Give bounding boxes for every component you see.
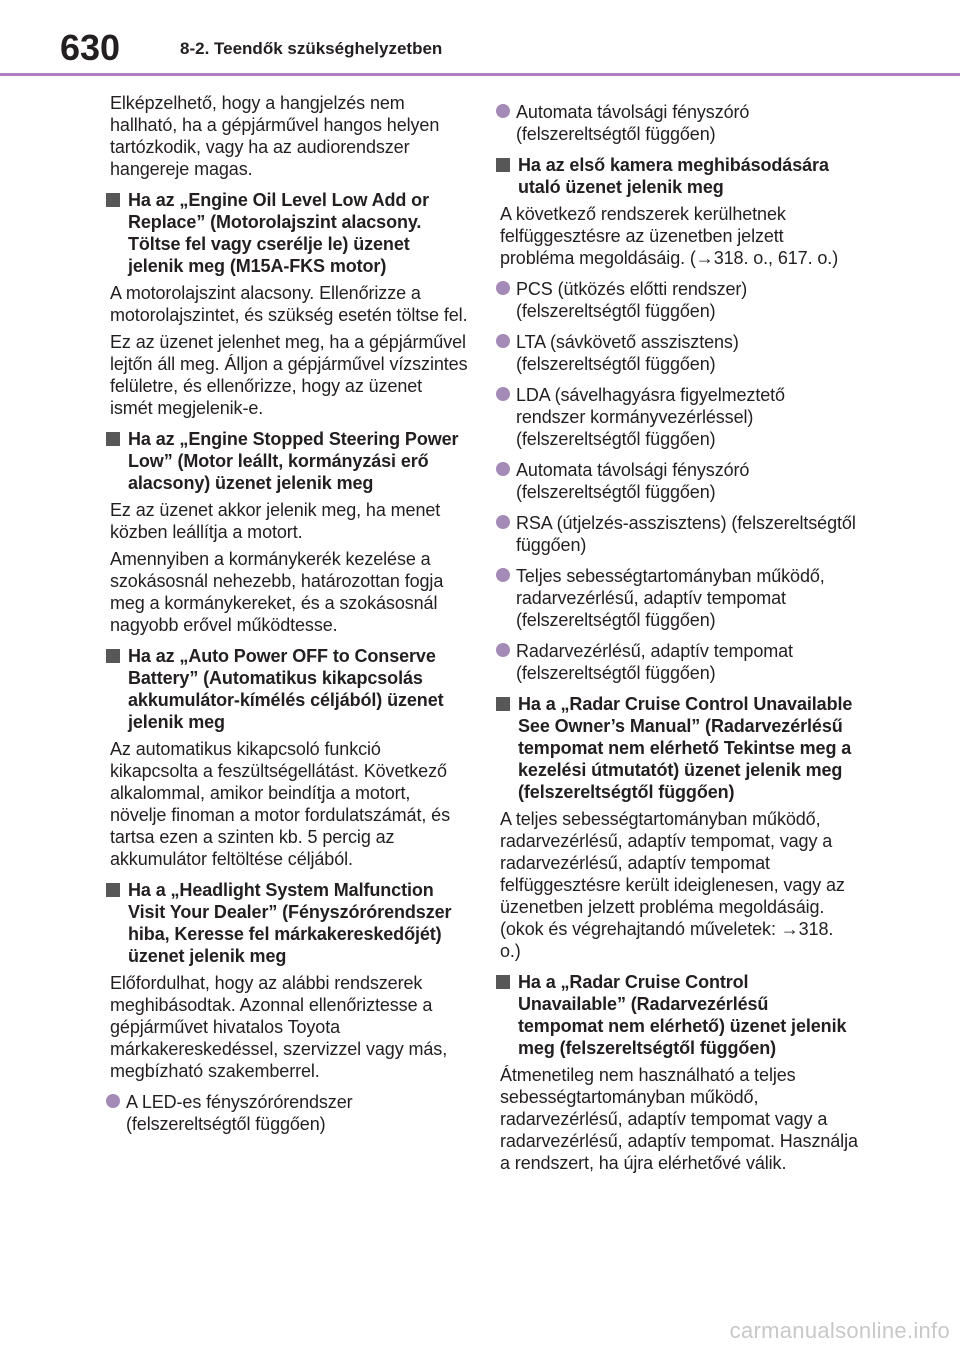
body-paragraph	[496, 808, 858, 962]
circle-bullet-icon	[496, 334, 510, 348]
bullet-item	[496, 331, 858, 375]
section-heading	[496, 693, 858, 803]
body-paragraph	[106, 92, 468, 180]
circle-bullet-icon	[496, 281, 510, 295]
bullet-text: A LED-es fényszórórendszer (felszereltségtől függően)	[126, 1092, 353, 1134]
heading-text: Ha az „Engine Stopped Steering Power Low” (Motor leállt, kormányzási erő alacsony) üzenet jelenik meg	[128, 429, 459, 493]
heading-text: Ha az „Engine Oil Level Low Add or Replace” (Motorolajszint alacsony. Töltse fel vagy cserélje le) üzenet jelenik meg (M15A-FKS motor)	[128, 190, 429, 276]
section-heading	[106, 645, 468, 733]
square-icon	[106, 883, 120, 897]
section-title: 8-2. Teendők szükséghelyzetben	[180, 39, 443, 58]
body-paragraph	[496, 1064, 858, 1174]
bullet-text: Teljes sebességtartományban működő, radarvezérlésű, adaptív tempomat (felszereltségtől függően)	[516, 566, 825, 630]
heading-text: Ha a „Radar Cruise Control Unavailable See Owner’s Manual” (Radarvezérlésű tempomat nem elérhető Tekintse meg a kezelési útmutatót) üzenet jelenik meg (felszereltségtől függően)	[518, 694, 853, 802]
para-text: Ez az üzenet akkor jelenik meg, ha menet közben leállítja a motort.	[110, 500, 441, 542]
square-icon	[106, 649, 120, 663]
heading-text: Ha a „Radar Cruise Control Unavailable” (Radarvezérlésű tempomat nem elérhető) üzenet jelenik meg (felszereltségtől függően)	[518, 972, 847, 1058]
page-header	[0, 0, 960, 80]
square-icon	[496, 158, 510, 172]
heading-text: Ha az „Auto Power OFF to Conserve Battery” (Automatikus kikapcsolás akkumulátor-kímélés céljából) üzenet jelenik meg	[128, 646, 444, 732]
bullet-item	[496, 384, 858, 450]
section-heading	[106, 879, 468, 967]
body-paragraph	[106, 738, 468, 870]
para-text: A következő rendszerek kerülhetnek felfüggesztésre az üzenetben jelzett probléma megoldásáig. (→318. o., 617. o.)	[500, 204, 839, 268]
heading-text: Ha a „Headlight System Malfunction Visit Your Dealer” (Fényszórórendszer hiba, Keresse fel márkakereskedőjét) üzenet jelenik meg	[128, 880, 452, 966]
square-icon	[496, 975, 510, 989]
body-paragraph	[106, 282, 468, 326]
body-paragraph	[106, 499, 468, 543]
bullet-item	[496, 278, 858, 322]
circle-bullet-icon	[496, 643, 510, 657]
circle-bullet-icon	[496, 515, 510, 529]
heading-text: Ha az első kamera meghibásodására utaló üzenet jelenik meg	[518, 155, 829, 197]
para-text: Az automatikus kikapcsoló funkció kikapcsolta a feszültségellátást. Következő alkalommal, amikor beindítja a motort, növelje finoman a motor fordulatszámát, és tartsa ezen a szinten kb. 5 percig az akkumulátor feltöltése céljából.	[110, 739, 450, 869]
watermark: carmanualsonline.info	[729, 1318, 950, 1343]
bullet-text: Automata távolsági fényszóró (felszereltségtől függően)	[516, 102, 750, 144]
section-heading	[106, 189, 468, 277]
para-text: A teljes sebességtartományban működő, radarvezérlésű, adaptív tempomat, vagy a radarvezérlésű, adaptív tempomat felfüggesztésre került ideiglenesen, vagy az üzenetben jelzett probléma megoldásáig. (okok és végrehajtandó műveletek: →318. o.)	[500, 809, 845, 961]
para-text: Elképzelhető, hogy a hangjelzés nem hallható, ha a gépjárművel hangos helyen tartózkodik, vagy ha az audiorendszer hangereje magas.	[110, 93, 440, 179]
circle-bullet-icon	[106, 1094, 120, 1108]
bullet-text: Automata távolsági fényszóró (felszereltségtől függően)	[516, 460, 750, 502]
body-paragraph	[106, 331, 468, 419]
bullet-item	[106, 1091, 468, 1135]
square-icon	[496, 697, 510, 711]
right-column	[496, 92, 858, 1179]
bullet-text: LDA (sávelhagyásra figyelmeztető rendszer kormányvezérléssel) (felszereltségtől függően)	[516, 385, 785, 449]
bullet-item	[496, 565, 858, 631]
para-text: Ez az üzenet jelenhet meg, ha a gépjárművel lejtőn áll meg. Álljon a gépjárművel vízszintes felületre, és ellenőrizze, hogy az üzenet ismét megjelenik-e.	[110, 332, 468, 418]
section-heading	[106, 428, 468, 494]
square-icon	[106, 432, 120, 446]
left-column	[106, 92, 468, 1140]
section-heading	[496, 154, 858, 198]
bullet-item	[496, 512, 858, 556]
bullet-item	[496, 459, 858, 503]
para-text: Átmenetileg nem használható a teljes sebességtartományban működő, radarvezérlésű, adaptív tempomat vagy a radarvezérlésű, adaptív tempomat. Használja a rendszert, ha újra elérhetővé válik.	[500, 1065, 858, 1173]
circle-bullet-icon	[496, 387, 510, 401]
bullet-text: Radarvezérlésű, adaptív tempomat (felszereltségtől függően)	[516, 641, 793, 683]
circle-bullet-icon	[496, 568, 510, 582]
bullet-item	[496, 101, 858, 145]
body-paragraph	[106, 972, 468, 1082]
circle-bullet-icon	[496, 462, 510, 476]
bullet-text: PCS (ütközés előtti rendszer) (felszereltségtől függően)	[516, 279, 748, 321]
header-divider	[0, 73, 960, 76]
para-text: Előfordulhat, hogy az alábbi rendszerek meghibásodtak. Azonnal ellenőriztesse a gépjárművet hivatalos Toyota márkakereskedéssel, szervizzel vagy más, megbízható szakemberrel.	[110, 973, 448, 1081]
body-paragraph	[496, 203, 858, 269]
body-paragraph	[106, 548, 468, 636]
bullet-text: LTA (sávkövető asszisztens) (felszereltségtől függően)	[516, 332, 739, 374]
para-text: Amennyiben a kormánykerék kezelése a szokásosnál nehezebb, határozottan fogja meg a kormánykereket, és a szokásosnál nagyobb erővel működtesse.	[110, 549, 444, 635]
square-icon	[106, 193, 120, 207]
bullet-text: RSA (útjelzés-asszisztens) (felszereltségtől függően)	[516, 513, 856, 555]
para-text: A motorolajszint alacsony. Ellenőrizze a motorolajszintet, és szükség esetén töltse fel.	[110, 283, 468, 325]
circle-bullet-icon	[496, 104, 510, 118]
bullet-item	[496, 640, 858, 684]
page-number: 630	[60, 27, 121, 68]
section-heading	[496, 971, 858, 1059]
